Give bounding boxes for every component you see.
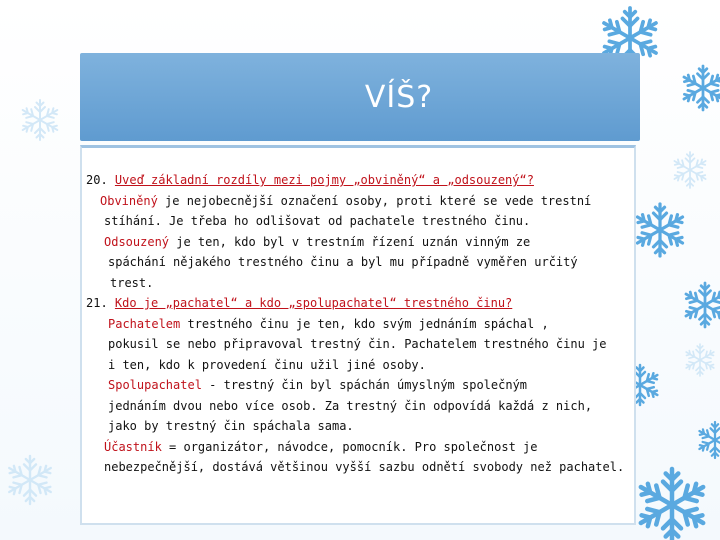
answer-line (86, 416, 626, 437)
snowflake-icon (20, 100, 60, 140)
answer-line (86, 334, 626, 355)
definition-text: trest. (110, 275, 154, 290)
question-text: Kdo je „pachatel“ a kdo „spolupachatel“ trestného činu? (114, 296, 513, 310)
definition-text: je nejobecnější označení osoby, proti které se vede trestní (157, 193, 592, 208)
answer-line (86, 355, 626, 376)
question-21 (86, 293, 626, 314)
snowflake-icon (672, 152, 708, 188)
term-ucastnik: Účastník (104, 439, 162, 454)
definition-text: - trestný čin byl spáchán úmyslným společným (201, 378, 528, 392)
term-obvineny: Obviněný (100, 193, 158, 208)
definition-text: stíhání. Je třeba ho odlišovat od pachatele trestného činu. (104, 214, 531, 228)
snowflake-icon (683, 283, 720, 327)
definition-text: nebezpečnější, dostává většinou vyšší sazbu odnětí svobody než pachatel. (104, 460, 625, 474)
snowflake-icon (681, 66, 720, 110)
definition-text: jako by trestný čin spáchala sama. (108, 419, 354, 433)
definition-text: i ten, kdo k provedení činu užil jiné osoby. (108, 357, 426, 372)
term-odsouzeny: Odsouzený (104, 234, 170, 249)
answer-line (86, 252, 626, 273)
snowflake-icon (697, 422, 720, 458)
definition-text: pokusil se nebo připravoval trestný čin. Pachatelem trestného činu je (108, 337, 607, 351)
definition-text: spáchání nějakého trestného činu a byl mu případně vyměřen určitý (108, 255, 578, 269)
term-pachatel: Pachatelem (108, 316, 181, 331)
definition-text: = organizátor, návodce, pomocník. Pro společnost je (161, 439, 538, 454)
answer-line (86, 191, 626, 212)
question-20 (86, 170, 626, 191)
question-number: 21. (86, 296, 108, 310)
snowflake-icon (636, 469, 707, 540)
slide-title: VÍŠ? (364, 79, 434, 115)
definition-text: jednáním dvou nebo více osob. Za trestný čin odpovídá každá z nich, (108, 398, 593, 413)
definition-text: je ten, kdo byl v trestním řízení uznán vinným ze (169, 234, 531, 249)
answer-line (86, 437, 626, 458)
answer-line (86, 457, 626, 478)
answer-line (86, 375, 626, 396)
question-number: 20. (86, 173, 108, 187)
answer-line (86, 314, 626, 335)
slide-content (86, 170, 626, 478)
answer-line (86, 273, 626, 294)
answer-line (86, 211, 626, 232)
snowflake-icon (634, 204, 686, 256)
answer-line (86, 396, 626, 417)
term-spolupachatel: Spolupachatel (108, 378, 202, 392)
definition-text: trestného činu je ten, kdo svým jednáním spáchal , (180, 316, 549, 331)
title-bar (80, 53, 640, 141)
snowflake-icon (6, 456, 54, 504)
answer-line (86, 232, 626, 253)
question-text: Uveď základní rozdíly mezi pojmy „obviněný“ a „odsouzený“? (114, 173, 534, 187)
snowflake-icon (684, 344, 716, 376)
